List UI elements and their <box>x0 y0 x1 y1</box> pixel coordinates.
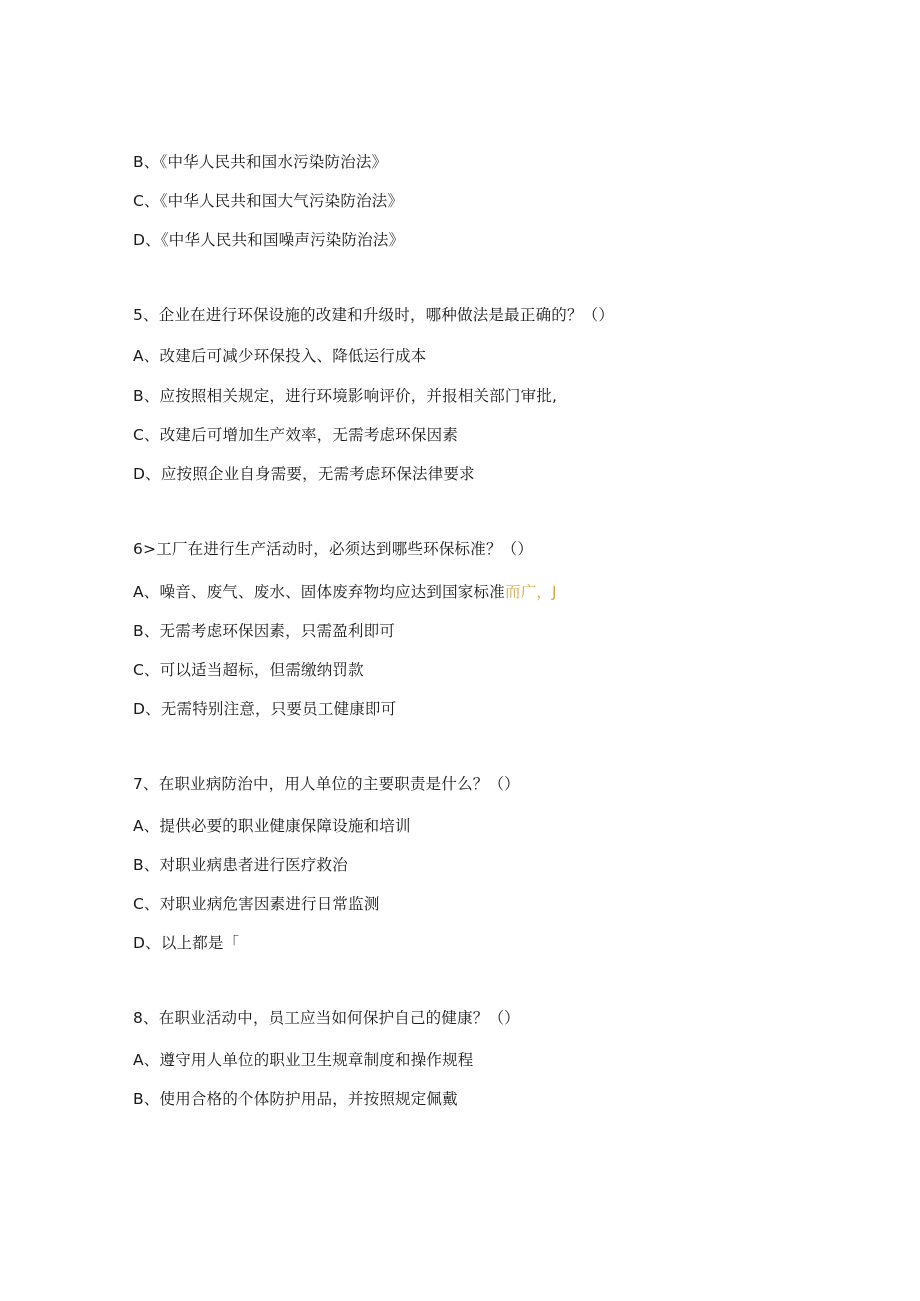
q7-question: 7、在职业病防治中，用人单位的主要职责是什么？（） <box>133 775 520 793</box>
q7-option-c: C、对职业病危害因素进行日常监测 <box>133 895 380 913</box>
q8-question: 8、在职业活动中，员工应当如何保护自己的健康？（） <box>133 1009 520 1027</box>
q7-option-b: B、对职业病患者进行医疗救治 <box>133 856 348 874</box>
q5-option-d: D、应按照企业自身需要，无需考虑环保法律要求 <box>133 465 475 483</box>
q6-option-c: C、可以适当超标，但需缴纳罚款 <box>133 661 364 679</box>
q4-option-c: C、《中华人民共和国大气污染防治法》 <box>133 192 404 210</box>
q5-option-a: A、改建后可减少环保投入、降低运行成本 <box>133 347 427 365</box>
q5-question: 5、企业在进行环保设施的改建和升级时，哪种做法是最正确的？（） <box>133 306 615 324</box>
q6-option-d: D、无需特别注意，只要员工健康即可 <box>133 700 397 718</box>
q6-option-a <box>133 582 557 602</box>
q4-option-b: B、《中华人民共和国水污染防治法》 <box>133 153 388 171</box>
q4-option-d: D、《中华人民共和国噪声污染防治法》 <box>133 231 405 249</box>
q8-option-a: A、遵守用人单位的职业卫生规章制度和操作规程 <box>133 1051 474 1069</box>
q6-option-b: B、无需考虑环保因素，只需盈利即可 <box>133 622 396 640</box>
q5-option-c: C、改建后可增加生产效率，无需考虑环保因素 <box>133 426 459 444</box>
q8-option-b: B、使用合格的个体防护用品，并按照规定佩戴 <box>133 1090 458 1108</box>
q5-option-b: B、应按照相关规定，进行环境影响评价，并报相关部门审批, <box>133 387 558 405</box>
q7-option-a: A、提供必要的职业健康保障设施和培训 <box>133 817 411 835</box>
q6-option-a-text: A、噪音、废气、废水、固体废弃物均应达到国家标准 <box>133 583 505 601</box>
q6-question: 6>工厂在进行生产活动时，必须达到哪些环保标准？（） <box>133 540 534 558</box>
q6-option-a-mark: 而广，J <box>504 583 557 601</box>
q7-option-d: D、以上都是「 <box>133 934 240 952</box>
